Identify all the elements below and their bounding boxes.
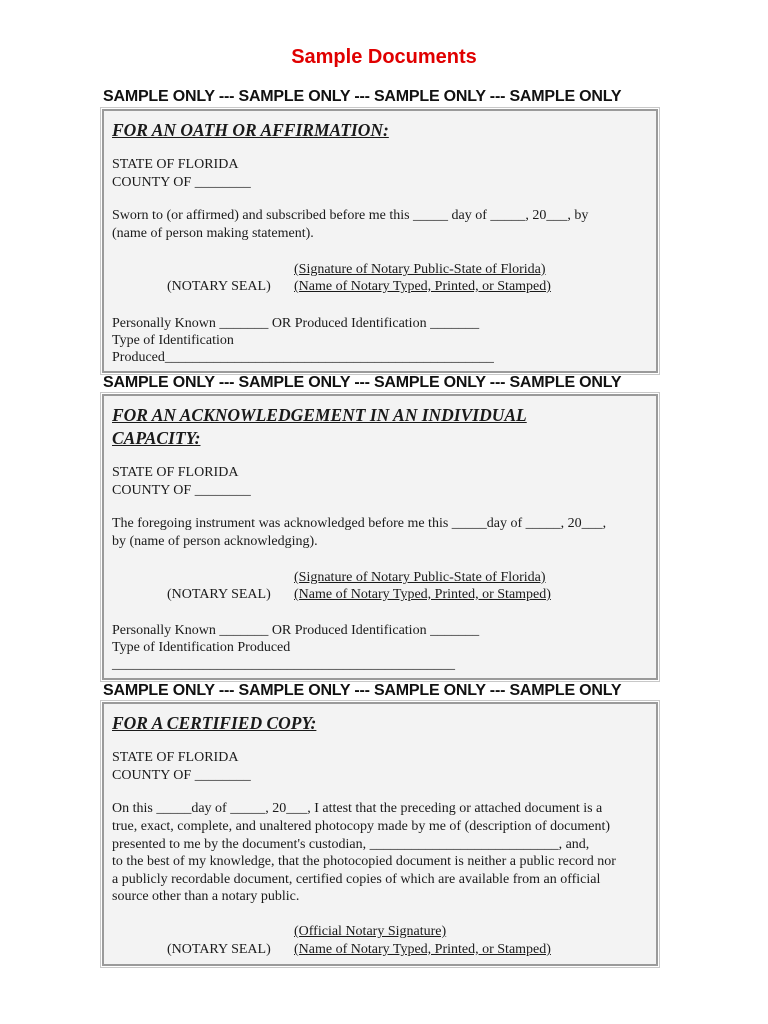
acknowledgement-heading-line-2: CAPACITY: xyxy=(112,428,201,448)
sample-only-banner: SAMPLE ONLY --- SAMPLE ONLY --- SAMPLE ONLY --- SAMPLE ONLY xyxy=(103,88,622,105)
sample-only-banner: SAMPLE ONLY --- SAMPLE ONLY --- SAMPLE ONLY --- SAMPLE ONLY xyxy=(103,682,622,699)
certified-heading: FOR A CERTIFIED COPY: xyxy=(112,713,317,733)
certified-body-line-5: a publicly recordable document, certified copies of which are available from an official xyxy=(112,872,601,887)
certified-copy-box xyxy=(102,702,658,966)
acknowledgement-body-line-1: The foregoing instrument was acknowledged before me this _____day of _____, 20___, xyxy=(112,516,607,531)
acknowledgement-notary-name: (Name of Notary Typed, Printed, or Stamped) xyxy=(294,587,551,602)
oath-heading: FOR AN OATH OR AFFIRMATION: xyxy=(112,120,389,140)
certified-notary-seal: (NOTARY SEAL) xyxy=(167,942,271,957)
acknowledgement-blank-line: _________________________________________________ xyxy=(112,657,455,672)
acknowledgement-county: COUNTY OF ________ xyxy=(112,483,251,498)
oath-notary-name: (Name of Notary Typed, Printed, or Stamped) xyxy=(294,279,551,294)
acknowledgement-signature-line: (Signature of Notary Public-State of Florida) xyxy=(294,570,546,585)
certified-body-line-1: On this _____day of _____, 20___, I attest that the preceding or attached document is a xyxy=(112,801,603,816)
certified-body-line-2: true, exact, complete, and unaltered photocopy made by me of (description of document) xyxy=(112,819,610,834)
certified-state: STATE OF FLORIDA xyxy=(112,750,239,765)
acknowledgement-type-of-id: Type of Identification Produced xyxy=(112,640,291,655)
sample-only-banner: SAMPLE ONLY --- SAMPLE ONLY --- SAMPLE ONLY --- SAMPLE ONLY xyxy=(103,374,622,391)
certified-county: COUNTY OF ________ xyxy=(112,768,251,783)
acknowledgement-state: STATE OF FLORIDA xyxy=(112,465,239,480)
certified-body-line-4: to the best of my knowledge, that the photocopied document is neither a public record nor xyxy=(112,854,616,869)
oath-state: STATE OF FLORIDA xyxy=(112,157,239,172)
acknowledgement-box xyxy=(102,394,658,680)
oath-type-of-id: Type of Identification xyxy=(112,333,234,348)
certified-body-line-6: source other than a notary public. xyxy=(112,889,300,904)
oath-notary-seal: (NOTARY SEAL) xyxy=(167,279,271,294)
certified-signature-line: (Official Notary Signature) xyxy=(294,924,447,939)
page-title: Sample Documents xyxy=(291,46,477,68)
certified-body-line-3: presented to me by the document's custodian, ___________________________, and, xyxy=(112,837,590,852)
acknowledgement-personally-known: Personally Known _______ OR Produced Identification _______ xyxy=(112,623,480,638)
oath-signature-line: (Signature of Notary Public-State of Florida) xyxy=(294,262,546,277)
oath-produced: Produced_______________________________________________ xyxy=(112,350,494,365)
oath-affirmation-box xyxy=(102,109,658,373)
certified-notary-name: (Name of Notary Typed, Printed, or Stamped) xyxy=(294,942,551,957)
oath-sworn-line-1: Sworn to (or affirmed) and subscribed before me this _____ day of _____, 20___, by xyxy=(112,208,589,223)
acknowledgement-heading-line-1: FOR AN ACKNOWLEDGEMENT IN AN INDIVIDUAL xyxy=(112,405,527,425)
oath-personally-known: Personally Known _______ OR Produced Identification _______ xyxy=(112,316,480,331)
oath-sworn-line-2: (name of person making statement). xyxy=(112,226,314,241)
acknowledgement-body-line-2: by (name of person acknowledging). xyxy=(112,534,318,549)
acknowledgement-notary-seal: (NOTARY SEAL) xyxy=(167,587,271,602)
oath-county: COUNTY OF ________ xyxy=(112,175,251,190)
